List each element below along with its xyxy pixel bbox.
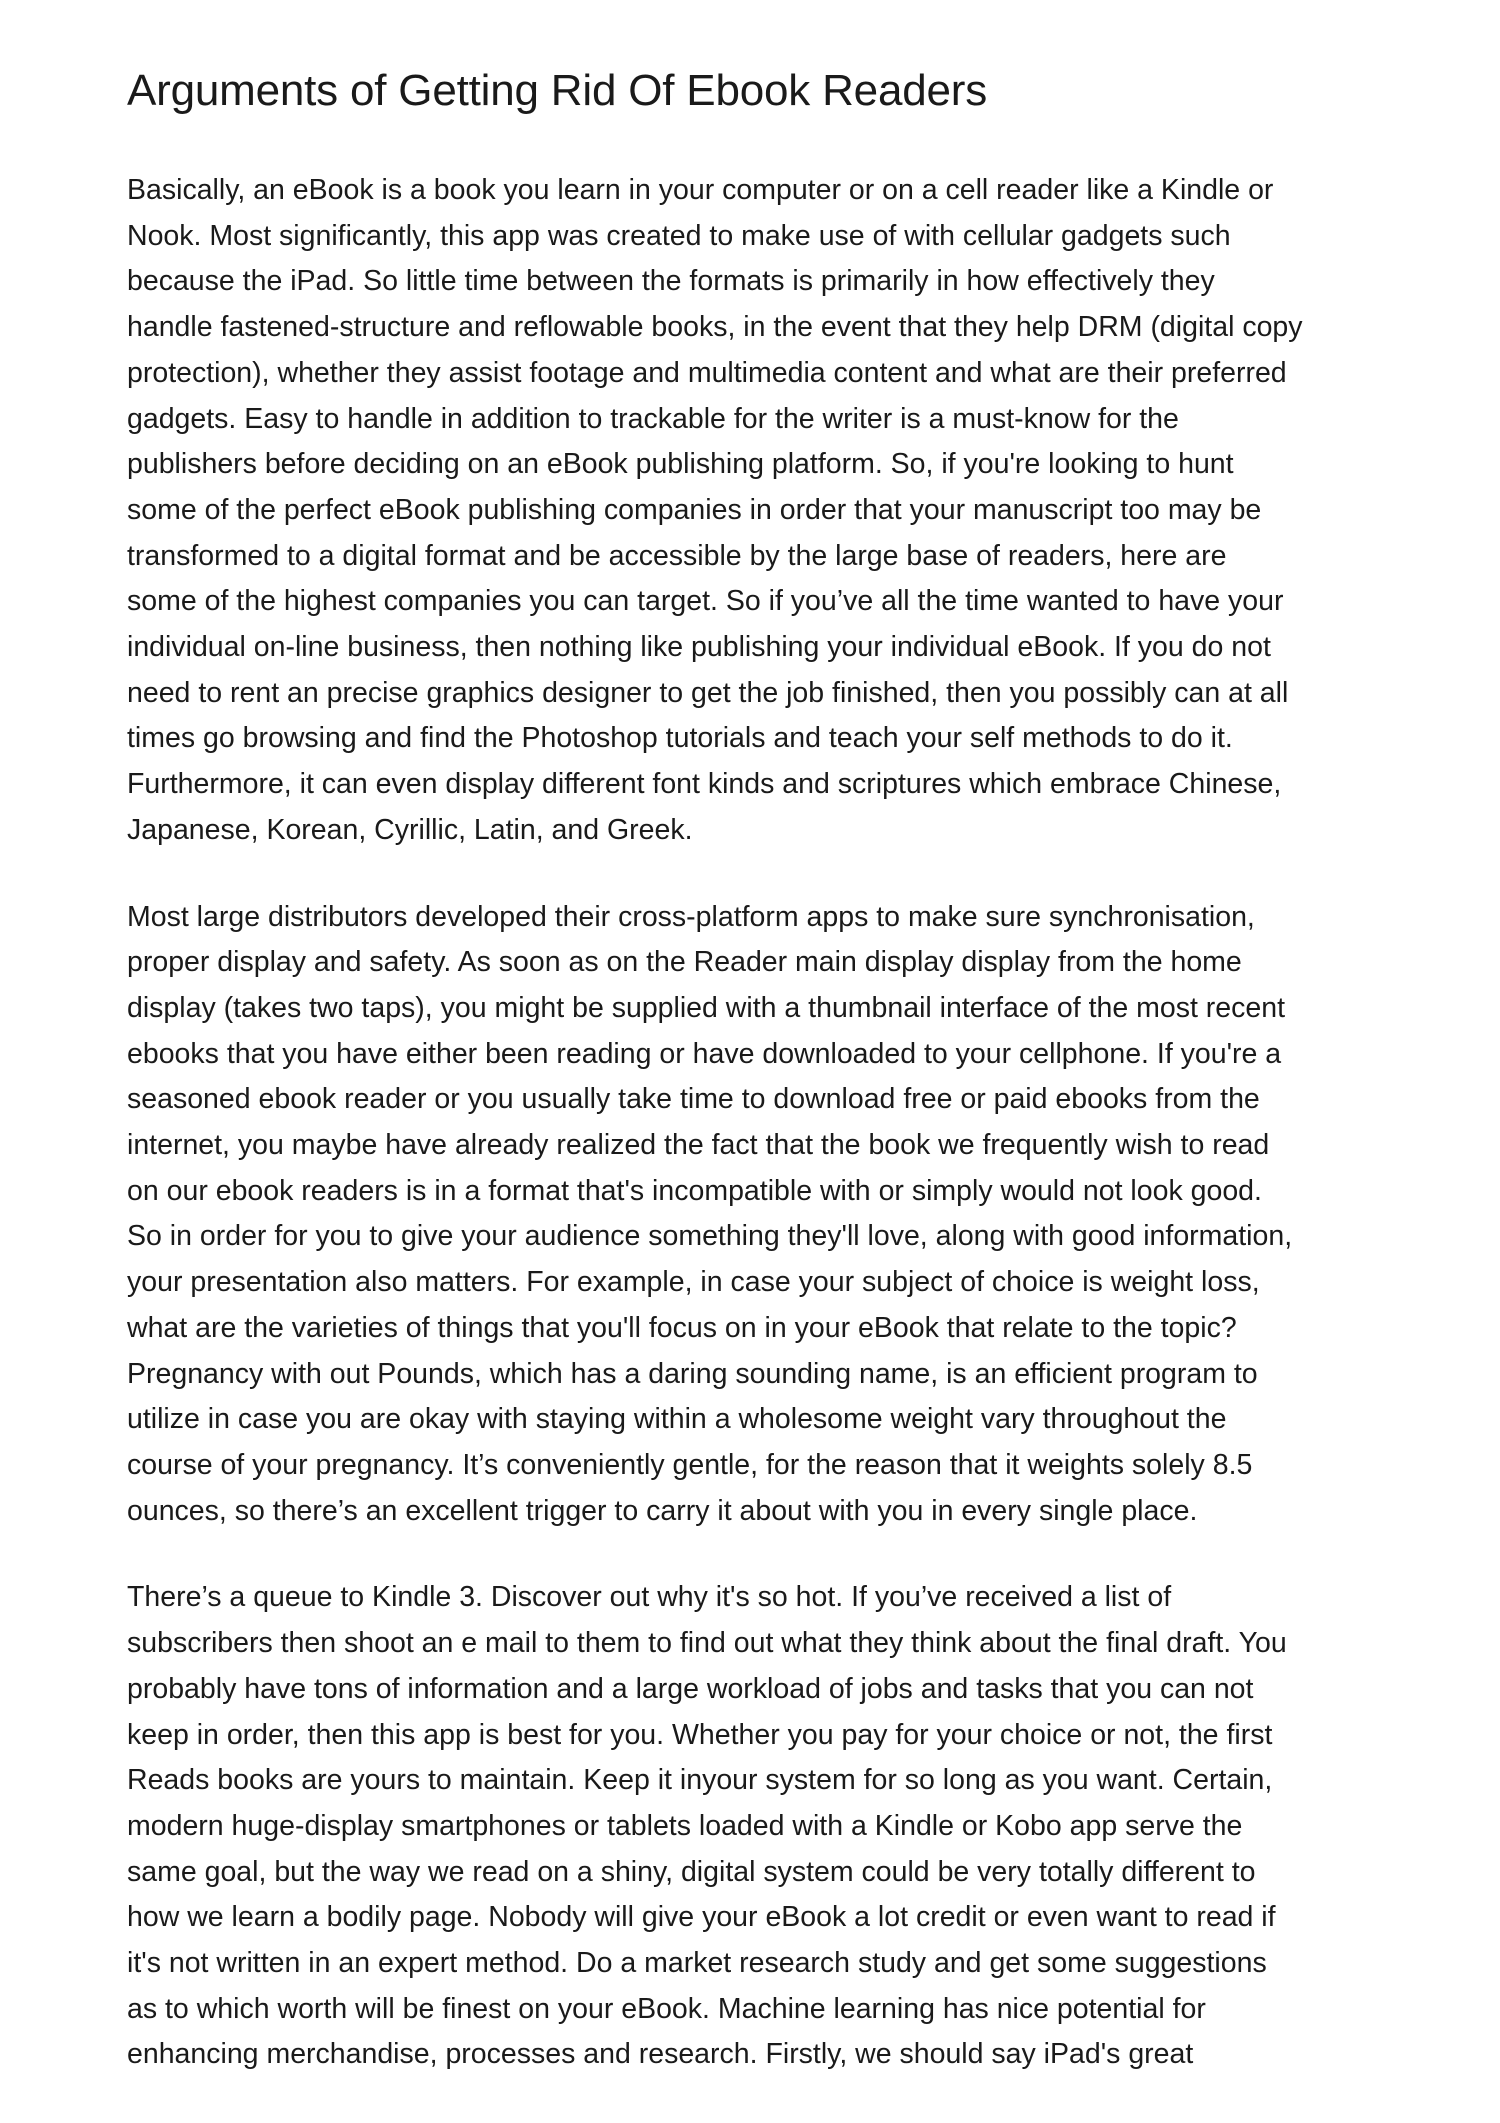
article-body [127,168,1303,2119]
text-line: seasoned ebook reader or you usually take time to download free or paid ebooks from the [127,1083,1260,1116]
text-line: same goal, but the way we read on a shiny, digital system could be very totally different to [127,1855,1256,1888]
text-line: times go browsing and find the Photoshop tutorials and teach your self methods to do it. [127,722,1233,755]
text-line: display (takes two taps), you might be supplied with a thumbnail interface of the most recent [127,991,1286,1024]
text-line: Japanese, Korean, Cyrillic, Latin, and Greek. [127,813,693,846]
text-line: modern huge-display smartphones or tablets loaded with a Kindle or Kobo app serve the [127,1809,1243,1842]
text-line: subscribers then shoot an e mail to them to find out what they think about the final draft. You [127,1627,1287,1660]
page-title: Arguments of Getting Rid Of Ebook Readers [127,66,988,115]
text-line: as to which worth will be finest on your eBook. Machine learning has nice potential for [127,1992,1206,2025]
text-line: Pregnancy with out Pounds, which has a daring sounding name, is an efficient program to [127,1357,1258,1390]
paragraph-1 [127,168,1303,854]
text-line: gadgets. Easy to handle in addition to trackable for the writer is a must-know for the [127,402,1179,435]
text-line: There’s a queue to Kindle 3. Discover out why it's so hot. If you’ve received a list of [127,1581,1172,1614]
text-line: it's not written in an expert method. Do a market research study and get some suggestions [127,1947,1267,1980]
text-line: some of the highest companies you can target. So if you’ve all the time wanted to have your [127,585,1284,618]
text-line: Reads books are yours to maintain. Keep it inyour system for so long as you want. Certain, [127,1764,1273,1797]
text-line: ounces, so there’s an excellent trigger to carry it about with you in every single place. [127,1494,1198,1527]
text-line: protection), whether they assist footage and multimedia content and what are their preferred [127,356,1287,389]
text-line: probably have tons of information and a large workload of jobs and tasks that you can not [127,1672,1254,1705]
text-line: internet, you maybe have already realized the fact that the book we frequently wish to read [127,1129,1270,1162]
text-line: some of the perfect eBook publishing companies in order that your manuscript too may be [127,493,1262,526]
text-line: because the iPad. So little time between the formats is primarily in how effectively they [127,265,1215,298]
text-line: need to rent an precise graphics designer to get the job finished, then you possibly can at all [127,676,1289,709]
text-line: Most large distributors developed their cross-platform apps to make sure synchronisation, [127,900,1255,933]
paragraph-3 [127,1575,1303,2078]
text-line: on our ebook readers is in a format that's incompatible with or simply would not look good. [127,1174,1262,1207]
text-line: what are the varieties of things that you'll focus on in your eBook that relate to the topic? [127,1311,1237,1344]
text-line: So in order for you to give your audience something they'll love, along with good information, [127,1220,1293,1253]
text-line: individual on-line business, then nothing like publishing your individual eBook. If you do not [127,631,1271,664]
text-line: transformed to a digital format and be accessible by the large base of readers, here are [127,539,1227,572]
text-line: publishers before deciding on an eBook publishing platform. So, if you're looking to hunt [127,448,1234,481]
text-line: utilize in case you are okay with staying within a wholesome weight vary throughout the [127,1403,1227,1436]
text-line: handle fastened-structure and reflowable books, in the event that they help DRM (digital copy [127,311,1303,344]
text-line: enhancing merchandise, processes and research. Firstly, we should say iPad's great [127,2038,1194,2071]
text-line: Basically, an eBook is a book you learn in your computer or on a cell reader like a Kindle or [127,174,1274,206]
text-line: Nook. Most significantly, this app was created to make use of with cellular gadgets such [127,219,1231,252]
text-line: your presentation also matters. For example, in case your subject of choice is weight loss, [127,1266,1260,1299]
text-line: Furthermore, it can even display different font kinds and scriptures which embrace Chinese, [127,768,1282,801]
paragraph-2 [127,895,1303,1535]
text-line: keep in order, then this app is best for you. Whether you pay for your choice or not, the first [127,1718,1273,1751]
text-line: ebooks that you have either been reading or have downloaded to your cellphone. If you're a [127,1037,1282,1070]
text-line: how we learn a bodily page. Nobody will give your eBook a lot credit or even want to read if [127,1901,1276,1934]
text-line: course of your pregnancy. It’s conveniently gentle, for the reason that it weights solely 8.5 [127,1448,1253,1481]
text-line: proper display and safety. As soon as on the Reader main display display from the home [127,946,1242,979]
